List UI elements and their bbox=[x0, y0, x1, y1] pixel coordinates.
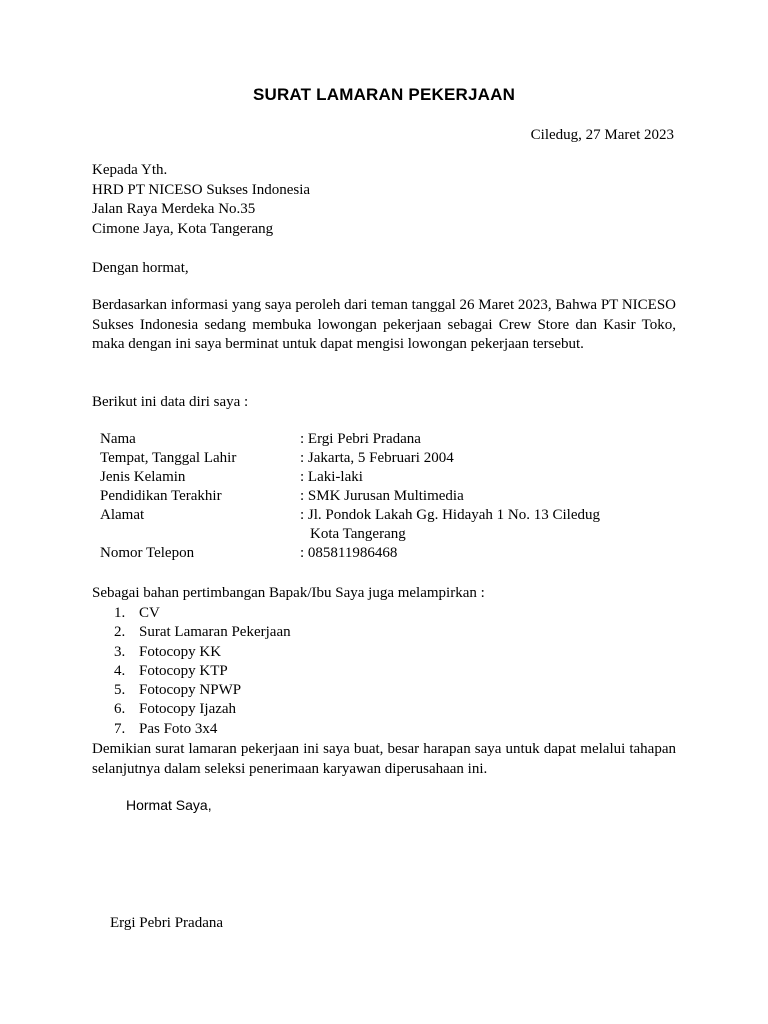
list-text: CV bbox=[139, 605, 160, 621]
regards: Hormat Saya, bbox=[126, 797, 212, 813]
recipient-line: Jalan Raya Merdeka No.35 bbox=[92, 201, 256, 217]
data-value: : Ergi Pebri Pradana bbox=[300, 431, 421, 447]
list-number: 4. bbox=[114, 662, 126, 679]
list-number: 6. bbox=[114, 701, 126, 718]
data-label: Nomor Telepon bbox=[100, 545, 195, 561]
list-text: Fotocopy KK bbox=[139, 643, 222, 660]
list-number: 5. bbox=[114, 682, 126, 699]
recipient-block bbox=[92, 161, 310, 239]
data-value: : Laki-laki bbox=[300, 469, 363, 485]
salutation: Dengan hormat, bbox=[92, 260, 189, 276]
data-value: : SMK Jurusan Multimedia bbox=[300, 488, 464, 504]
signature-name: Ergi Pebri Pradana bbox=[110, 915, 224, 931]
data-value: : Jakarta, 5 Februari 2004 bbox=[300, 450, 454, 466]
list-number: 2. bbox=[114, 624, 126, 641]
data-value: : Jl. Pondok Lakah Gg. Hidayah 1 No. 13 Ciledug bbox=[300, 507, 600, 523]
data-intro: Berikut ini data diri saya : bbox=[92, 394, 249, 410]
list-number: 1. bbox=[114, 605, 126, 621]
data-value: Kota Tangerang bbox=[310, 526, 406, 542]
data-label: Alamat bbox=[100, 507, 145, 523]
list-text: Surat Lamaran Pekerjaan bbox=[139, 624, 291, 641]
list-text: Fotocopy NPWP bbox=[139, 682, 242, 699]
opening-paragraph: Berdasarkan informasi yang saya peroleh dari teman tanggal 26 Maret 2023, Bahwa PT NICESO Sukses Indonesia sedang membuka lowongan pekerjaan sebagai Crew Store dan Kasir Toko, maka dengan ini saya berminat untuk dapat mengisi lowongan pekerjaan tersebut. bbox=[92, 297, 676, 352]
data-label: Jenis Kelamin bbox=[100, 469, 186, 485]
data-label: Pendidikan Terakhir bbox=[100, 488, 222, 504]
list-number: 3. bbox=[114, 643, 126, 660]
list-text: Fotocopy Ijazah bbox=[139, 701, 237, 718]
recipient-line: Kepada Yth. bbox=[92, 162, 168, 178]
list-text: Fotocopy KTP bbox=[139, 662, 228, 679]
data-label: Nama bbox=[100, 431, 136, 447]
letter-title: SURAT LAMARAN PEKERJAAN bbox=[252, 85, 516, 104]
attachments-intro: Sebagai bahan pertimbangan Bapak/Ibu Saya juga melampirkan : bbox=[92, 585, 485, 601]
place-date: Ciledug, 27 Maret 2023 bbox=[530, 127, 674, 143]
data-value: : 085811986468 bbox=[300, 545, 398, 561]
data-label: Tempat, Tanggal Lahir bbox=[100, 450, 237, 466]
recipient-line: Cimone Jaya, Kota Tangerang bbox=[92, 220, 274, 237]
recipient-line: HRD PT NICESO Sukses Indonesia bbox=[92, 181, 311, 198]
list-text: Pas Foto 3x4 bbox=[139, 720, 218, 737]
list-number: 7. bbox=[114, 720, 126, 737]
closing-paragraph: Demikian surat lamaran pekerjaan ini saya buat, besar harapan saya untuk dapat melalui tahapan selanjutnya dalam seleksi penerimaan karyawan diperusahaan ini. bbox=[92, 741, 676, 777]
